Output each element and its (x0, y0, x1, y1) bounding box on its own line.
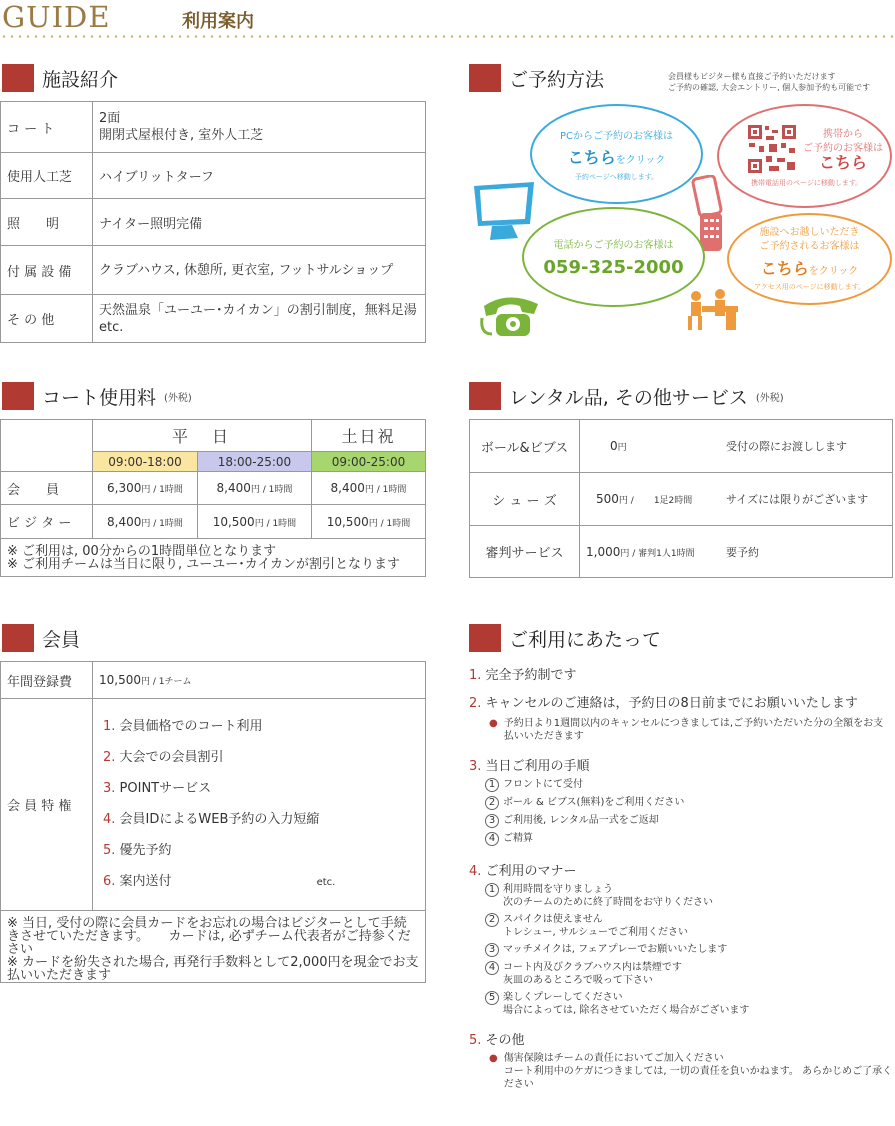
row-label: 会 員 特 権 (1, 699, 93, 911)
dotted-divider (0, 35, 895, 38)
list-item: 3. 当日ご利用の手順 (469, 759, 590, 774)
list-item: 1. 会員価格でのコート利用 (103, 719, 263, 734)
table-row (1, 102, 426, 153)
row-value: ナイター照明完備 (93, 199, 426, 246)
row-label: 審判サービス (470, 526, 580, 578)
qr-code-icon (747, 124, 797, 174)
section-marker (469, 64, 501, 92)
weekday-header: 平 日 (93, 420, 312, 452)
list-item: 6. 案内送付 etc. (103, 874, 336, 889)
row-value: クラブハウス, 休憩所, 更衣室, フットサルショップ (93, 246, 426, 295)
facility-section-title: 施設紹介 (2, 64, 118, 92)
row-value: 天然温泉「ユーユー･カイカン」の割引制度，無料足湯 etc. (93, 295, 426, 343)
perk-list (93, 699, 426, 911)
table-row: シ ュ ー ズ 500円 / 1足2時間 サイズには限りがございます (470, 473, 893, 526)
row-value: 2面 開閉式屋根付き, 室外人工芝 (93, 102, 426, 153)
reserve-notes: 会員様もビジター様も直接ご予約いただけます ご予約の確認, 大会エントリー, 個人参加予約も可能です (668, 72, 871, 92)
section-marker (2, 624, 34, 652)
section-marker (2, 64, 34, 92)
reserve-section-title: ご予約方法 (469, 64, 604, 92)
usage-list: 1. 完全予約制です 2. キャンセルのご連絡は，予約日の8日前までにお願いいたします ● 予約日より1週間以内のキャンセルにつきましては,ご予約いただいた分の全額をお支払いいただきます 3. 当日ご利用の手順 1 フロントにて受付 2 ボール & ビブス(無料)をご利用ください 3 ご利用後, レンタル品一式をご返却 4 ご精算 4. ご利用のマナー 1 利用時間を守りましょう 次のチームのために終了時間をお守りください 2 スパイクは使えません トレシュー, サルシューでご利用ください 3 マッチメイクは, フェアプレーでお願いいたします 4 コート内及びクラブハウス内は禁煙です 灰皿のあるところで吸って下さい 5 楽しくプレーしてください 場合によっては, 除名させていただく場合がございます 5. その他 ● 傷害保険はチームの責任においてご加入ください コート利用中のケガにつきましては, 一切の責任を負いかねます。 あらかじめご了承ください (469, 664, 893, 1091)
table-row: ビ ジ タ ー 8,400円 / 1時間 10,500円 / 1時間 10,500円 / 1時間 (1, 505, 426, 539)
fee-notes: ※ ご利用は, 00分からの1時間単位となります ※ ご利用チームは当日に限り, ユーユー･カイカンが割引となります (1, 539, 426, 577)
list-item: 4. ご利用のマナー (469, 864, 577, 879)
member-table (0, 661, 426, 983)
row-label: 会 員 (1, 472, 93, 505)
row-label: 付 属 設 備 (1, 246, 93, 295)
list-item: 1. 完全予約制です (469, 668, 577, 683)
table-row (1, 295, 426, 343)
table-row (1, 246, 426, 295)
member-notes: ※ 当日, 受付の際に会員カードをお忘れの場合はビジターとして手続きさせていただきます。 カードは, 必ずチーム代表者がご持参ください ※ カードを紛失された場合, 再発行手数料として2,000円を現金でお支払いいただきます (1, 911, 426, 983)
phone-number[interactable]: 059-325-2000 (543, 257, 684, 278)
holiday-header: 土日祝 (311, 420, 425, 452)
section-marker (469, 382, 501, 410)
list-item: 5. その他 (469, 1033, 525, 1048)
row-label: そ の 他 (1, 295, 93, 343)
table-row (1, 199, 426, 246)
reception-icon (682, 288, 738, 330)
member-section-title: 会員 (2, 624, 80, 652)
guide-logo: GUIDE (2, 0, 111, 34)
fee-section-title: コート使用料 (外税) (2, 382, 192, 410)
table-row: 会 員 6,300円 / 1時間 8,400円 / 1時間 8,400円 / 1時間 (1, 472, 426, 505)
visit-reserve-bubble[interactable]: 施設へお越しいただき ご予約されるお客様は こちらをクリック アクセス用のページに移動します。 (727, 213, 892, 305)
pc-reserve-link[interactable]: こちら (567, 147, 616, 167)
mobile-reserve-link[interactable]: こちら (818, 153, 867, 172)
facility-table (0, 101, 430, 343)
section-marker (2, 382, 34, 410)
telephone-icon (478, 290, 544, 340)
mobile-reserve-bubble[interactable]: 携帯から ご予約のお客様は こちら 携帯電話用のページに移動します。 (717, 104, 892, 208)
table-row (1, 153, 426, 199)
page-header (0, 0, 895, 40)
pc-reserve-bubble[interactable]: PCからご予約のお客様は こちらをクリック 予約ページへ移動します。 (530, 104, 703, 204)
list-item: 5. 優先予約 (103, 843, 172, 858)
row-label: コ ー ト (1, 102, 93, 153)
list-item: 4. 会員IDによるWEB予約の入力短縮 (103, 812, 320, 827)
list-item: 2. 大会での会員割引 (103, 750, 224, 765)
list-item: 3. POINTサービス (103, 781, 212, 796)
usage-section-title: ご利用にあたって (469, 624, 661, 652)
row-label: ビ ジ タ ー (1, 505, 93, 539)
row-label: 年間登録費 (1, 662, 93, 699)
row-label: ボール&ビブス (470, 420, 580, 473)
row-label: シ ュ ー ズ (470, 473, 580, 526)
slot-header: 09:00-18:00 (93, 452, 198, 472)
row-value: ハイブリットターフ (93, 153, 426, 199)
section-marker (469, 624, 501, 652)
slot-header: 09:00-25:00 (311, 452, 425, 472)
page-title: 利用案内 (182, 11, 254, 32)
phone-reserve-bubble: 電話からご予約のお客様は 059-325-2000 (522, 207, 705, 307)
row-label: 使用人工芝 (1, 153, 93, 199)
table-row (1, 699, 426, 911)
table-row: 審判サービス 1,000円 / 審判1人1時間 要予約 (470, 526, 893, 578)
fee-table (0, 419, 426, 577)
table-row: ボール&ビブス 0円 受付の際にお渡しします (470, 420, 893, 473)
table-row: 年間登録費 10,500円 / 1チーム (1, 662, 426, 699)
rental-table (469, 419, 893, 578)
visit-reserve-link[interactable]: こちら (760, 259, 809, 278)
list-item: 2. キャンセルのご連絡は，予約日の8日前までにお願いいたします (469, 696, 858, 711)
slot-header: 18:00-25:00 (197, 452, 311, 472)
rental-section-title: レンタル品, その他サービス (外税) (469, 382, 784, 410)
row-label: 照 明 (1, 199, 93, 246)
